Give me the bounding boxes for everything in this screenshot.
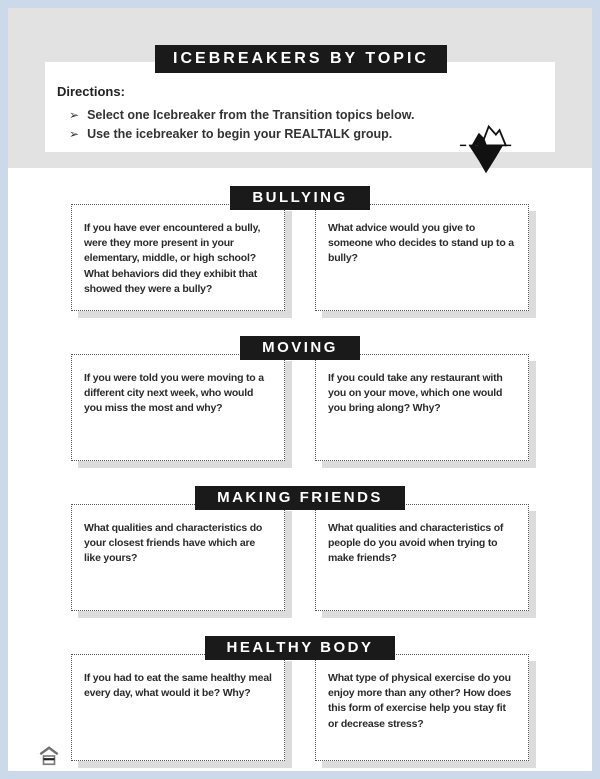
direction-text: Select one Icebreaker from the Transition topics below. [87, 108, 415, 122]
question-card [71, 204, 285, 311]
direction-text: Use the icebreaker to begin your REALTALK group. [87, 127, 393, 141]
topic-section-moving [8, 336, 592, 461]
question-card [315, 354, 529, 461]
banner-row [8, 186, 592, 210]
directions-box [45, 62, 555, 152]
question-text: What advice would you give to someone who decides to stand up to a bully? [328, 222, 514, 265]
question-text: What qualities and characteristics of people do you avoid when trying to make friends? [328, 522, 504, 565]
question-card [71, 354, 285, 461]
question-text: What type of physical exercise do you enjoy more than any other? How does this form of exercise help you stay fit or decrease stress? [328, 672, 512, 730]
topic-banner: MAKING FRIENDS [195, 486, 405, 510]
question-text: What qualities and characteristics do your closest friends have which are like yours? [84, 522, 263, 565]
header-band [8, 8, 592, 168]
question-card [71, 654, 285, 761]
direction-item [69, 127, 414, 141]
topic-banner: HEALTHY BODY [205, 636, 396, 660]
topic-banner: MOVING [240, 336, 360, 360]
question-text: If you have ever encountered a bully, were they more present in your elementary, middle, or high school? What behaviors did they exhibit that showed they were a bully? [84, 222, 261, 295]
card-row [8, 354, 592, 461]
topic-banner: BULLYING [230, 186, 369, 210]
worksheet-page [8, 8, 592, 771]
banner-row [8, 336, 592, 360]
banner-row [8, 636, 592, 660]
topic-section-bullying [8, 186, 592, 311]
card-row [8, 504, 592, 611]
question-card [315, 504, 529, 611]
topic-section-healthy-body [8, 636, 592, 761]
page-title: ICEBREAKERS BY TOPIC [155, 45, 447, 73]
question-text: If you were told you were moving to a different city next week, who would you miss the most and why? [84, 372, 264, 415]
question-card [315, 654, 529, 761]
topic-section-making-friends [8, 486, 592, 611]
card-row [8, 654, 592, 761]
question-text: If you could take any restaurant with you on your move, which one would you bring along? Why? [328, 372, 503, 415]
banner-row [8, 486, 592, 510]
card-row [8, 204, 592, 311]
iceberg-icon [459, 119, 513, 179]
arrow-bullet-icon: ➢ [69, 127, 80, 141]
directions-heading: Directions: [57, 84, 125, 99]
directions [57, 84, 414, 146]
question-text: If you had to eat the same healthy meal every day, what would it be? Why? [84, 672, 272, 700]
question-card [315, 204, 529, 311]
direction-item [69, 108, 414, 122]
arrow-bullet-icon: ➢ [69, 108, 80, 122]
question-card [71, 504, 285, 611]
